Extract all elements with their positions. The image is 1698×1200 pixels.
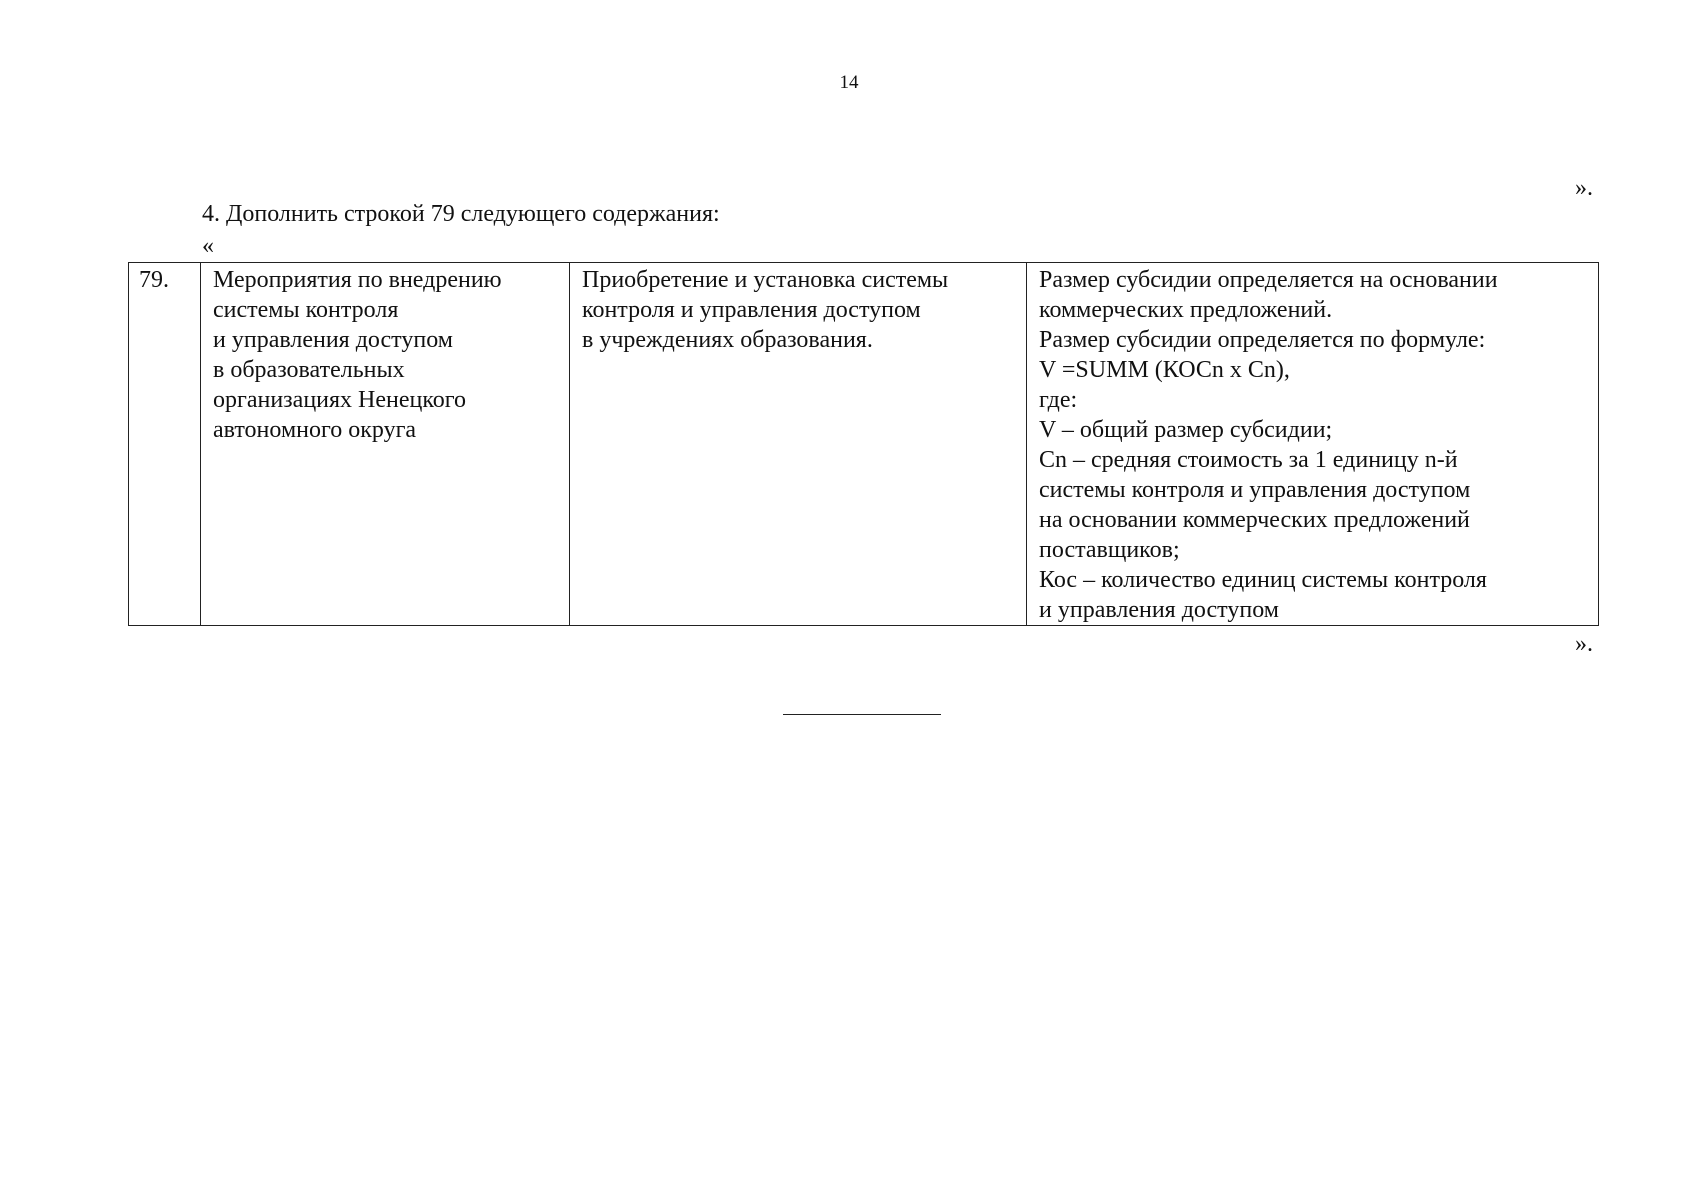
- event-line: и управления доступом: [213, 327, 453, 353]
- closing-quote-bottom: ».: [1575, 631, 1593, 657]
- calculation-line: системы контроля и управления доступом: [1039, 477, 1471, 503]
- calculation-line: поставщиков;: [1039, 537, 1180, 563]
- calculation-cell: [1027, 263, 1599, 626]
- event-line: автономного округа: [213, 417, 417, 443]
- row-number-cell: [129, 263, 201, 626]
- calculation-line: Кос – количество единиц системы контроля: [1039, 567, 1487, 593]
- calculation-line: Размер субсидии определяется на основании: [1039, 267, 1498, 293]
- calculation-line: на основании коммерческих предложений: [1039, 507, 1470, 533]
- event-line: организациях Ненецкого: [213, 387, 467, 413]
- event-line: системы контроля: [213, 297, 399, 323]
- purpose-line: контроля и управления доступом: [582, 297, 921, 323]
- purpose-line: в учреждениях образования.: [582, 327, 873, 353]
- event-line: Мероприятия по внедрению: [213, 267, 502, 293]
- purpose-cell: [570, 263, 1027, 626]
- calculation-line: коммерческих предложений.: [1039, 297, 1333, 323]
- row-number: 79.: [139, 267, 169, 293]
- event-line: в образовательных: [213, 357, 405, 383]
- calculation-line: V =SUMM (КОСn x Сn),: [1039, 357, 1290, 383]
- event-cell: [201, 263, 570, 626]
- calculation-line: V – общий размер субсидии;: [1039, 417, 1333, 443]
- end-of-document-rule: [783, 714, 941, 715]
- amendment-table: [128, 262, 1599, 626]
- table-row: [129, 263, 1599, 626]
- calculation-line: и управления доступом: [1039, 597, 1279, 623]
- page-number: 14: [839, 72, 859, 93]
- calculation-line: Сn – средняя стоимость за 1 единицу n-й: [1039, 447, 1458, 473]
- purpose-line: Приобретение и установка системы: [582, 267, 949, 293]
- amendment-intro: 4. Дополнить строкой 79 следующего содержания:: [202, 201, 720, 227]
- calculation-line: где:: [1039, 387, 1078, 413]
- calculation-line: Размер субсидии определяется по формуле:: [1039, 327, 1486, 353]
- closing-quote-top: ».: [1575, 175, 1593, 201]
- opening-quote: «: [202, 233, 214, 259]
